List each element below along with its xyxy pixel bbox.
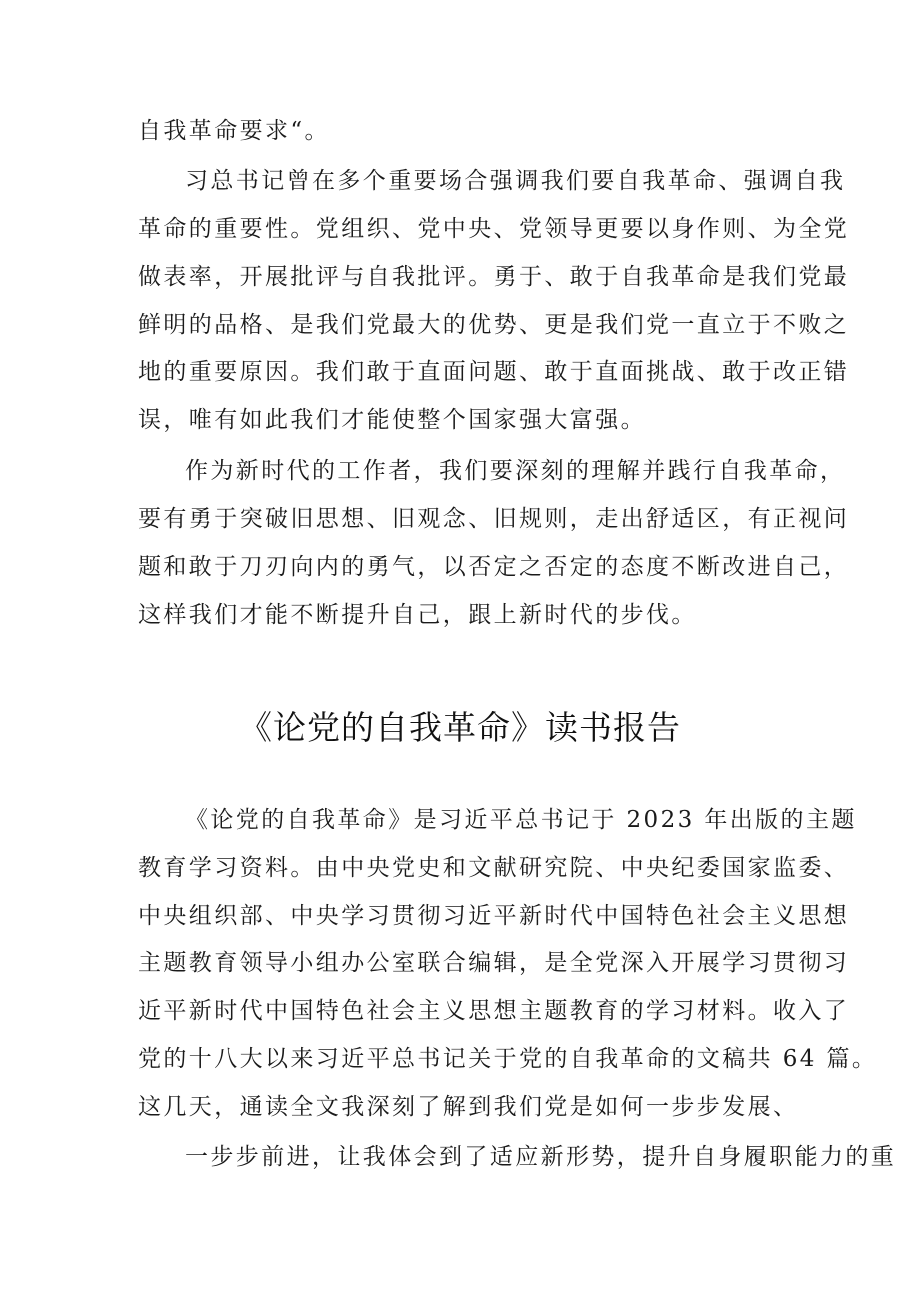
text-line: 《论党的自我革命》是习近平总书记于 2023 年出版的主题 [185,807,857,833]
text-line: 党的十八大以来习近平总书记关于党的自我革命的文稿共 64 篇。 [138,1046,878,1072]
text-line: 要有勇于突破旧思想、旧观念、旧规则，走出舒适区，有正视问 [138,506,850,532]
text-line: 这样我们才能不断提升自己，跟上新时代的步伐。 [138,602,697,628]
text-line: 地的重要原因。我们敢于直面问题、敢于直面挑战、敢于改正错 [138,359,850,385]
text-line: 鲜明的品格、是我们党最大的优势、更是我们党一直立于不败之 [138,312,850,338]
text-line: 一步步前进，让我体会到了适应新形势，提升自身履职能力的重 [185,1144,897,1170]
text-line: 题和敢于刀刃向内的勇气，以否定之否定的态度不断改进自己， [138,554,850,580]
text-line: 自我革命要求“。 [138,118,330,144]
text-line: 习总书记曾在多个重要场合强调我们要自我革命、强调自我 [185,168,846,194]
text-line: 误，唯有如此我们才能使整个国家强大富强。 [138,407,646,433]
text-line: 革命的重要性。党组织、党中央、党领导更要以身作则、为全党 [138,216,850,242]
text-line: 主题教育领导小组办公室联合编辑，是全党深入开展学习贯彻习 [138,950,850,976]
text-line: 做表率，开展批评与自我批评。勇于、敢于自我革命是我们党最 [138,264,850,290]
text-line: 这几天，通读全文我深刻了解到我们党是如何一步步发展、 [138,1094,799,1120]
text-line: 教育学习资料。由中央党史和文献研究院、中央纪委国家监委、 [138,855,850,881]
text-line: 中央组织部、中央学习贯彻习近平新时代中国特色社会主义思想 [138,903,850,929]
document-title: 《论党的自我革命》读书报告 [239,708,681,747]
text-line: 近平新时代中国特色社会主义思想主题教育的学习材料。收入了 [138,998,850,1024]
text-line: 作为新时代的工作者，我们要深刻的理解并践行自我革命， [185,458,846,484]
